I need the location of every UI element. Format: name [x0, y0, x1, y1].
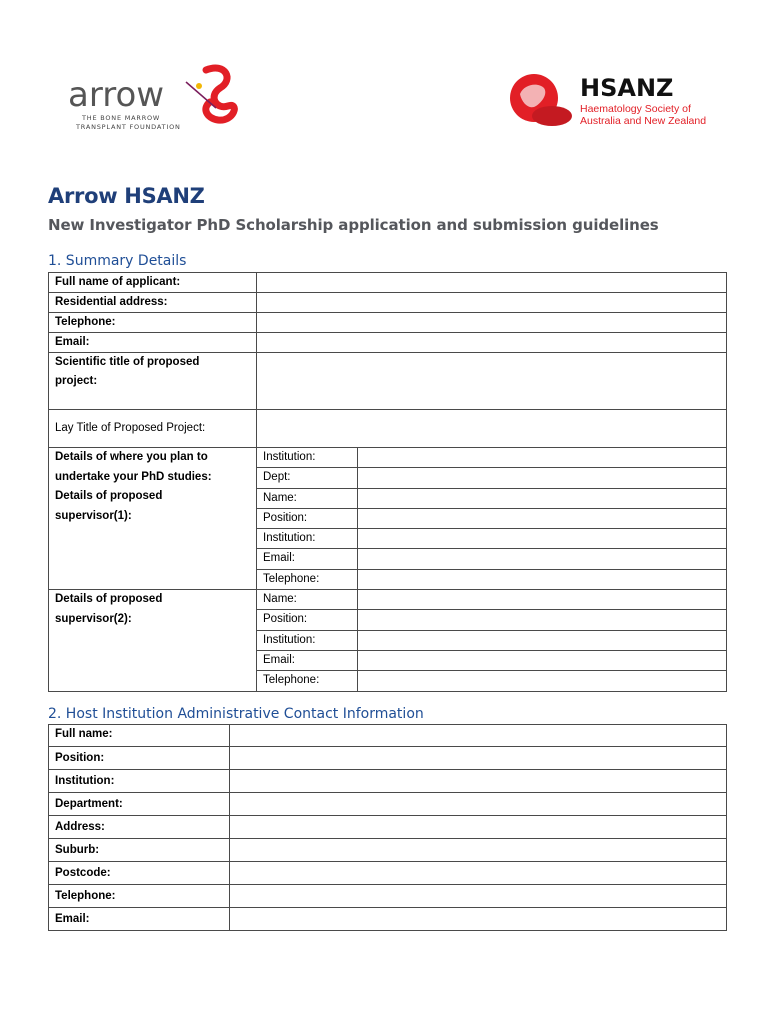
input-scientific-title[interactable] — [257, 353, 727, 410]
host-input-department[interactable] — [230, 793, 727, 816]
host-label-postcode: Postcode: — [49, 862, 230, 885]
host-input-institution[interactable] — [230, 770, 727, 793]
label-email: Email: — [49, 333, 257, 353]
arrow-tagline-1: THE BONE MARROW — [82, 114, 161, 122]
input-sup1-email[interactable] — [358, 549, 727, 569]
input-residential[interactable] — [257, 293, 727, 313]
arrow-tagline-2: TRANSPLANT FOUNDATION — [76, 123, 181, 131]
input-sup1-institution[interactable] — [358, 529, 727, 549]
host-label-telephone: Telephone: — [49, 885, 230, 908]
input-sup2-institution[interactable] — [358, 630, 727, 650]
sublabel-sup2-email: Email: — [257, 650, 358, 670]
input-sup1-telephone[interactable] — [358, 569, 727, 589]
sublabel-sup2-position: Position: — [257, 610, 358, 630]
label-lay-title: Lay Title of Proposed Project: — [49, 410, 257, 448]
label-study-and-supervisor1: Details of where you plan to undertake your PhD studies: Details of proposed supervisor(1): — [49, 448, 257, 590]
hsanz-tagline-2: Australia and New Zealand — [580, 115, 707, 127]
host-contact-table — [48, 724, 727, 931]
label-scientific-title: Scientific title of proposed project: — [49, 353, 257, 410]
label-telephone: Telephone: — [49, 313, 257, 333]
arrow-logo — [66, 62, 246, 134]
input-email[interactable] — [257, 333, 727, 353]
host-input-full-name[interactable] — [230, 725, 727, 747]
sublabel-sup2-telephone: Telephone: — [257, 671, 358, 692]
host-input-address[interactable] — [230, 816, 727, 839]
host-input-position[interactable] — [230, 747, 727, 770]
sublabel-sup1-position: Position: — [257, 508, 358, 528]
helix-icon — [206, 68, 234, 120]
summary-details-table — [48, 272, 727, 692]
input-telephone[interactable] — [257, 313, 727, 333]
input-study-dept[interactable] — [358, 468, 727, 488]
sublabel-sup2-institution: Institution: — [257, 630, 358, 650]
input-sup2-email[interactable] — [358, 650, 727, 670]
page-title: Arrow HSANZ — [48, 184, 205, 208]
sublabel-sup1-name: Name: — [257, 488, 358, 508]
label-full-name: Full name of applicant: — [49, 273, 257, 293]
sublabel-sup1-telephone: Telephone: — [257, 569, 358, 589]
label-residential: Residential address: — [49, 293, 257, 313]
section-heading-host-institution: 2. Host Institution Administrative Contact Information — [48, 706, 424, 722]
label-supervisor2: Details of proposed supervisor(2): — [49, 590, 257, 692]
host-input-telephone[interactable] — [230, 885, 727, 908]
host-label-address: Address: — [49, 816, 230, 839]
hsanz-wordmark: HSANZ — [580, 74, 674, 102]
host-label-full-name: Full name: — [49, 725, 230, 747]
host-label-institution: Institution: — [49, 770, 230, 793]
input-lay-title[interactable] — [257, 410, 727, 448]
host-label-department: Department: — [49, 793, 230, 816]
input-study-institution[interactable] — [358, 448, 727, 468]
host-label-position: Position: — [49, 747, 230, 770]
sublabel-dept: Dept: — [257, 468, 358, 488]
host-input-suburb[interactable] — [230, 839, 727, 862]
arrow-wordmark: arrow — [68, 75, 165, 115]
hsanz-tagline-1: Haematology Society of — [580, 103, 691, 115]
host-input-postcode[interactable] — [230, 862, 727, 885]
page-subtitle: New Investigator PhD Scholarship application and submission guidelines — [48, 216, 659, 234]
input-sup2-position[interactable] — [358, 610, 727, 630]
input-sup1-position[interactable] — [358, 508, 727, 528]
section-heading-summary: 1. Summary Details — [48, 253, 187, 269]
input-sup1-name[interactable] — [358, 488, 727, 508]
host-label-suburb: Suburb: — [49, 839, 230, 862]
host-input-email[interactable] — [230, 908, 727, 931]
sublabel-institution: Institution: — [257, 448, 358, 468]
input-sup2-name[interactable] — [358, 590, 727, 610]
sublabel-sup2-name: Name: — [257, 590, 358, 610]
sublabel-sup1-institution: Institution: — [257, 529, 358, 549]
sublabel-sup1-email: Email: — [257, 549, 358, 569]
input-full-name[interactable] — [257, 273, 727, 293]
hsanz-logo — [508, 72, 718, 132]
input-sup2-telephone[interactable] — [358, 671, 727, 692]
host-label-email: Email: — [49, 908, 230, 931]
